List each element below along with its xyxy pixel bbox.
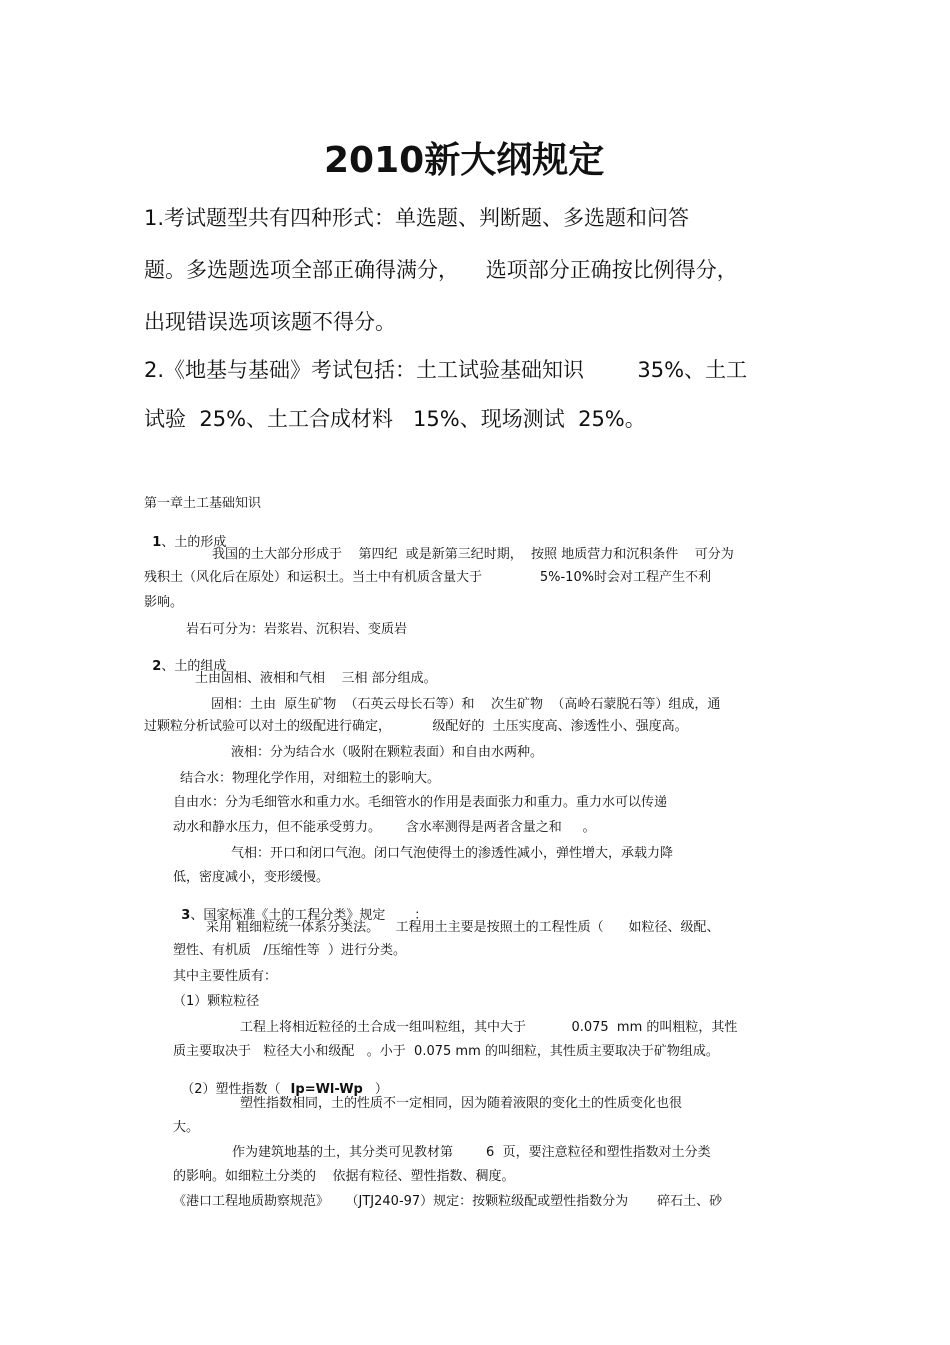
body-line: 其中主要性质有： <box>173 969 278 984</box>
body-line: 气相：开口和闭口气泡。闭口气泡使得土的渗透性减小，弹性增大，承载力降 <box>231 846 674 861</box>
section-heading <box>144 647 226 673</box>
section-number: 3 <box>181 908 191 923</box>
intro-line: 试验 25%、土工合成材料 15%、现场测试 25%。 <box>144 407 646 431</box>
body-line: 液相：分为结合水（吸附在颗粒表面）和自由水两种。 <box>231 745 544 760</box>
body-line: 固相：土由 原生矿物 （石英云母长石等）和 次生矿物 （高岭石蒙脱石等）组成，通 <box>211 697 721 712</box>
body-line: 工程上将相近粒径的土合成一组叫粒组，其中大于 0.075 mm 的叫粗粒，其性 <box>240 1020 738 1035</box>
body-line: 的影响。如细粒土分类的 依据有粒径、塑性指数、稠度。 <box>173 1169 515 1184</box>
intro-line: 题。多选题选项全部正确得满分， 选项部分正确按比例得分， <box>144 258 738 282</box>
plasticity-close: ） <box>374 1082 388 1097</box>
body-line: 《港口工程地质勘察规范》 （JTJ240-97）规定：按颗粒级配或塑性指数分为 碎石土、砂 <box>173 1194 723 1209</box>
plasticity-formula: Ip=Wl-Wp <box>290 1082 363 1097</box>
body-line: 影响。 <box>144 595 184 610</box>
section-heading <box>144 523 226 549</box>
intro-line: 出现错误选项该题不得分。 <box>144 310 396 334</box>
body-line: 低，密度减小，变形缓慢。 <box>173 870 330 885</box>
plasticity-heading: （2）塑性指数（ <box>181 1082 281 1097</box>
body-line: 塑性、有机质 /压缩性等 ）进行分类。 <box>173 943 407 958</box>
body-line: 自由水：分为毛细管水和重力水。毛细管水的作用是表面张力和重力。重力水可以传递 <box>173 795 668 810</box>
section-heading-text: 、国家标准《土的工程分类》规定 ： <box>190 908 428 923</box>
body-line: 过颗粒分析试验可以对土的级配进行确定， 级配好的 土压实度高、渗透性小、强度高。 <box>144 719 688 734</box>
body-line: 土由固相、液相和气相 三相 部分组成。 <box>195 671 437 686</box>
body-line: 塑性指数相同，土的性质不一定相同，因为随着液限的变化土的性质变化也很 <box>240 1096 683 1111</box>
chapter-heading: 第一章土工基础知识 <box>144 496 262 511</box>
body-line: 大。 <box>173 1120 200 1135</box>
body-line: 结合水：物理化学作用，对细粒土的影响大。 <box>180 771 441 786</box>
page-title: 2010新大纲规定 <box>324 140 605 181</box>
body-line <box>173 1070 388 1096</box>
body-line: （1）颗粒粒径 <box>173 994 260 1009</box>
intro-line: 1.考试题型共有四种形式：单选题、判断题、多选题和问答 <box>144 206 690 230</box>
body-line: 作为建筑地基的土，其分类可见教材第 6 页，要注意粒径和塑性指数对土分类 <box>232 1145 711 1160</box>
body-line: 质主要取决于 粒径大小和级配 。小于 0.075 mm 的叫细粒，其性质主要取决于矿物组成。 <box>173 1044 719 1059</box>
section-number: 1 <box>152 535 162 550</box>
section-heading-text: 、土的组成 <box>161 659 227 674</box>
section-heading <box>173 896 427 922</box>
body-line: 动水和静水压力，但不能承受剪力。 含水率测得是两者含量之和 。 <box>173 820 596 835</box>
body-line: 采用 粗细粒统一体系分类法。 工程用土主要是按照土的工程性质（ 如粒径、级配、 <box>206 920 720 935</box>
body-line: 残积土（风化后在原处）和运积土。当土中有机质含量大于 5%-10%时会对工程产生不利 <box>144 570 712 585</box>
section-heading-text: 、土的形成 <box>161 535 227 550</box>
body-line: 岩石可分为：岩浆岩、沉积岩、变质岩 <box>186 622 408 637</box>
section-number: 2 <box>152 659 162 674</box>
body-line: 我国的土大部分形成于 第四纪 或是新第三纪时期， 按照 地质营力和沉积条件 可分为 <box>212 547 734 562</box>
intro-line: 2.《地基与基础》考试包括：土工试验基础知识 35%、土工 <box>144 358 748 382</box>
